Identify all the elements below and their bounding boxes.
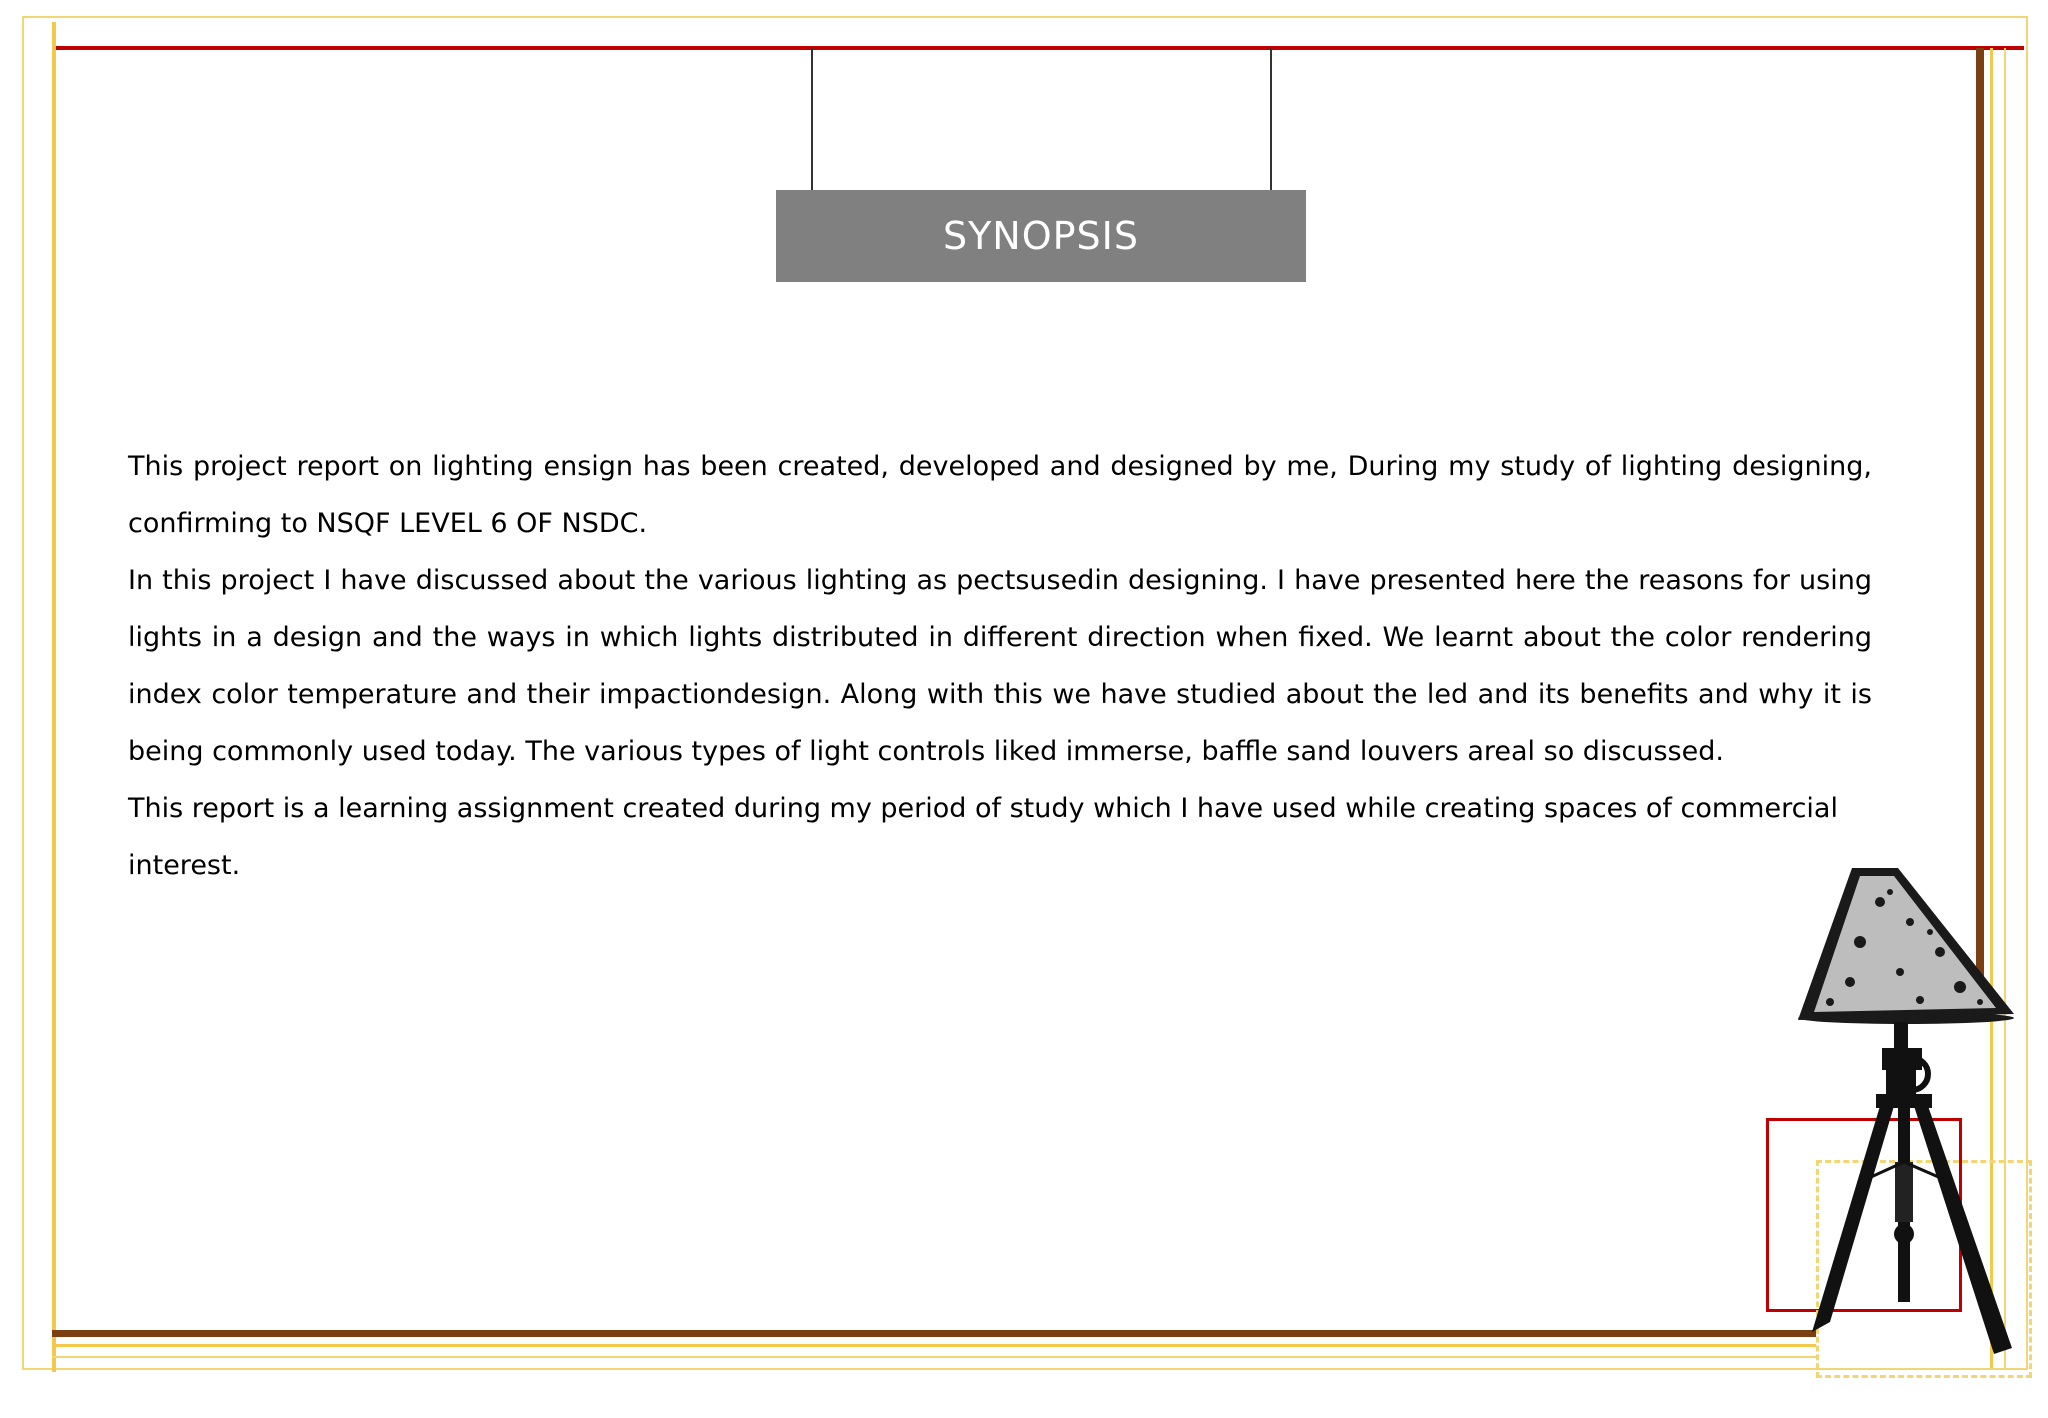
bottom-gold-line-2 [52,1356,1816,1358]
synopsis-body [128,438,1872,894]
paragraph-3: This report is a learning assignment created during my period of study which I have used while creating spaces of commercial interest. [128,793,1838,881]
left-gold-line [52,22,56,1372]
sign-string-right [1270,48,1272,190]
bottom-brown-line [52,1330,1816,1337]
page-title: SYNOPSIS [942,214,1140,258]
right-brown-line [1976,48,1984,976]
bottom-gold-line [52,1344,1816,1347]
title-banner [776,190,1306,282]
tripod-floor-lamp-illustration [1790,862,2030,1362]
paragraph-1: This project report on lighting ensign has been created, developed and designed by me, During my study of lighting designing, confirming to NSQF LEVEL 6 OF NSDC. [128,451,1872,539]
paragraph-2: In this project I have discussed about the various lighting as pectsusedin designing. I have presented here the reasons for using lights in a design and the ways in which lights distributed in different direction when fixed. We learnt about the color rendering index color temperature and their impactiondesign. Along with this we have studied about the led and its benefits and why it is being commonly used today. The various types of light controls liked immerse, baffle sand louvers areal so discussed. [128,565,1872,767]
top-red-line [52,46,2024,50]
sign-string-left [811,48,813,190]
